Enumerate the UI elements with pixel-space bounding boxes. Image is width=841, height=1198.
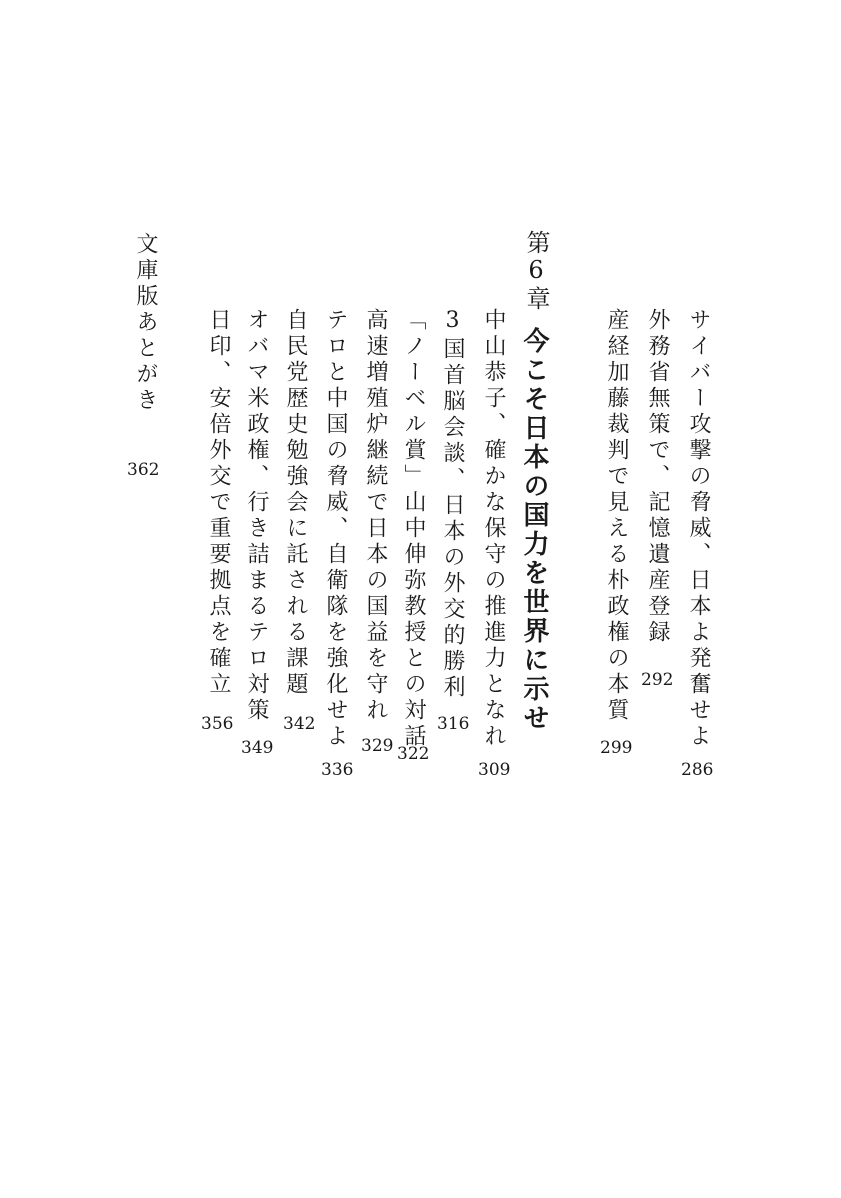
- toc-entry-page: 322: [397, 744, 430, 764]
- toc-entry-page: 309: [478, 760, 511, 780]
- toc-entry-page: 342: [283, 714, 316, 734]
- afterword-title: 文庫版あとがき: [133, 232, 158, 414]
- toc-entry-title: テロと中国の脅威、自衛隊を強化せよ: [323, 308, 348, 750]
- toc-entry-page: 356: [201, 714, 234, 734]
- afterword-page: 362: [127, 460, 160, 480]
- toc-entry-page: 286: [681, 760, 714, 780]
- toc-entry-page: 349: [241, 738, 274, 758]
- toc-entry-title: 日印、安倍外交で重要拠点を確立: [206, 308, 231, 698]
- toc-entry-page: 329: [361, 736, 394, 756]
- toc-entry-title: 外務省無策で、記憶遺産登録: [645, 308, 670, 646]
- toc-entry-title: オバマ米政権、行き詰まるテロ対策: [244, 308, 269, 724]
- toc-entry-page: 336: [321, 760, 354, 780]
- toc-entry-title: 自民党歴史勉強会に託される課題: [283, 308, 308, 698]
- toc-entry-page: 292: [641, 670, 674, 690]
- chapter-number: 第6章: [522, 230, 550, 312]
- toc-entry-page: 299: [600, 738, 633, 758]
- toc-entry-page: 316: [437, 714, 470, 734]
- toc-entry-title: 中山恭子、確かな保守の推進力となれ: [481, 308, 506, 750]
- toc-entry-title: 3国首脳会談、日本の外交的勝利: [440, 308, 465, 701]
- chapter-title: 今こそ日本の国力を世界に示せ: [519, 327, 549, 733]
- toc-entry-title: 産経加藤裁判で見える朴政権の本質: [604, 308, 629, 724]
- toc-entry-title: サイバー攻撃の脅威、日本よ発奮せよ: [686, 308, 711, 750]
- toc-entry-title: 「ノーベル賞」山中伸弥教授との対話: [401, 308, 426, 750]
- toc-entry-title: 高速増殖炉継続で日本の国益を守れ: [363, 308, 388, 724]
